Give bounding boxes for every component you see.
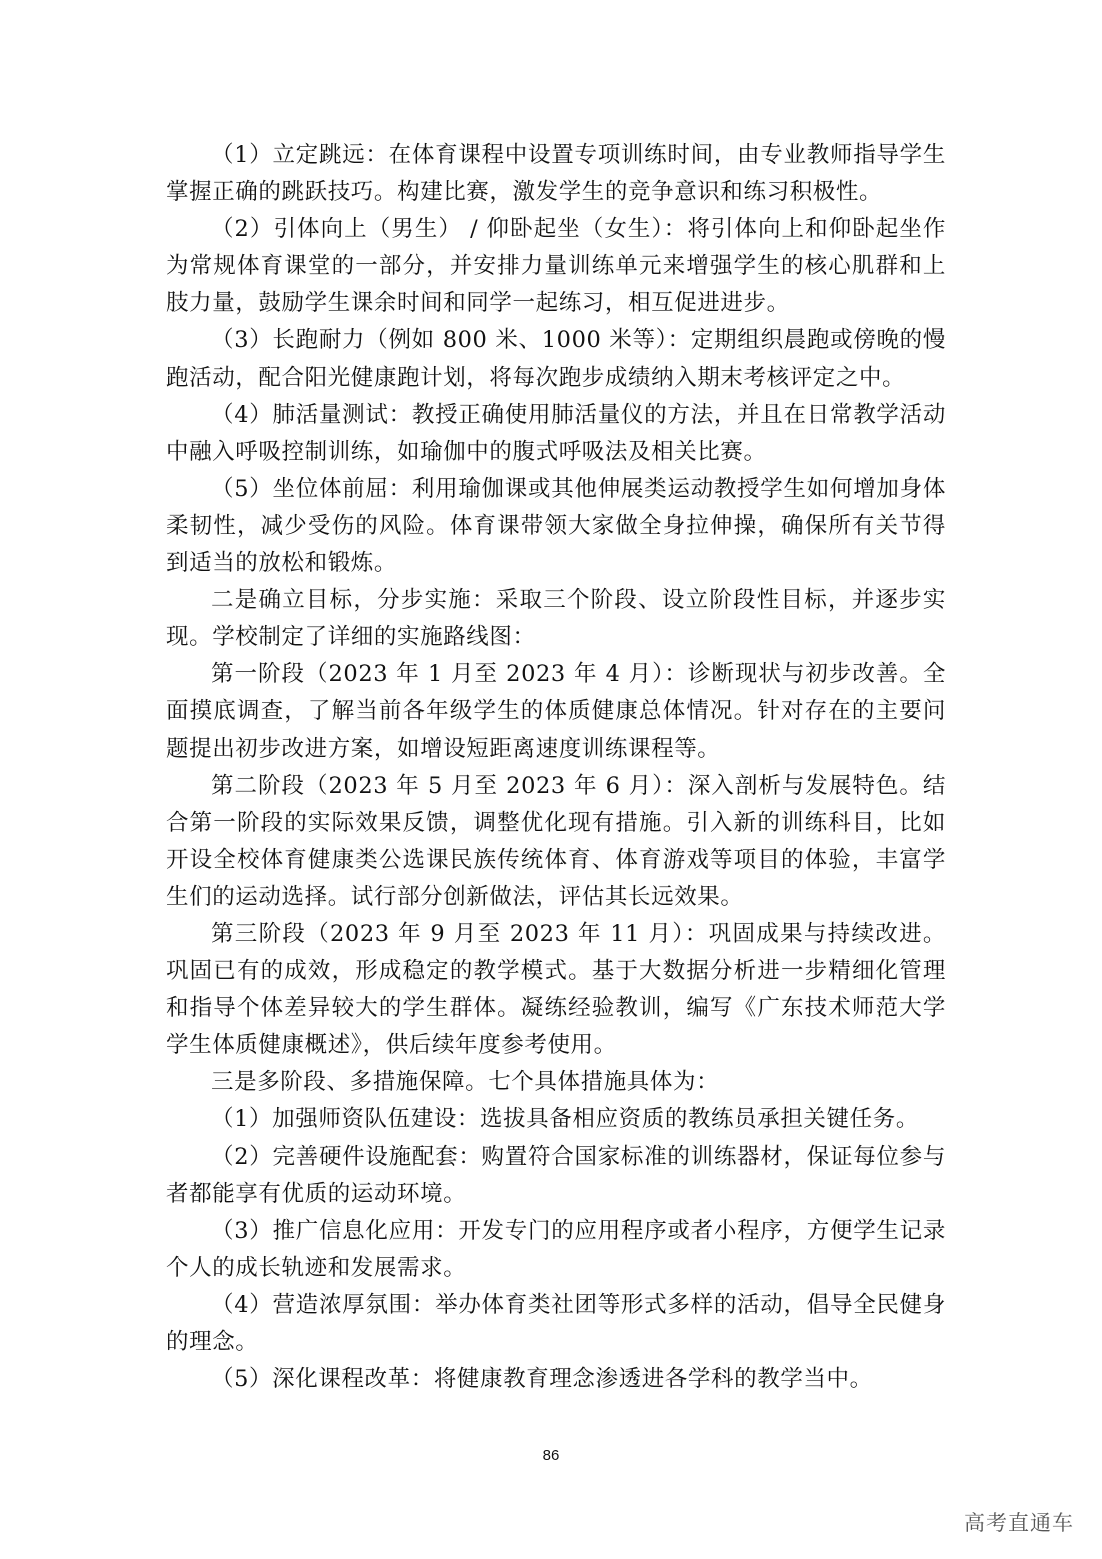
paragraph-long-distance-running: （3）长跑耐力（例如 800 米、1000 米等）：定期组织晨跑或傍晚的慢跑活动，配合阳光健康跑计划，将每次跑步成绩纳入期末考核评定之中。 [166,327,946,391]
paragraph-measure-informatization: （3）推广信息化应用：开发专门的应用程序或者小程序，方便学生记录个人的成长轨迹和发展需求。 [166,1217,946,1281]
paragraph-stage-three: 第三阶段（2023 年 9 月至 2023 年 11 月）：巩固成果与持续改进。巩固已有的成效，形成稳定的教学模式。基于大数据分析进一步精细化管理和指导个体差异较大的学生群体。凝练经验教训，编写《广东技术师范大学学生体质健康概述》，供后续年度参考使用。 [166,920,946,1059]
paragraph-lung-capacity: （4）肺活量测试：教授正确使用肺活量仪的方法，并且在日常教学活动中融入呼吸控制训练，如瑜伽中的腹式呼吸法及相关比赛。 [166,401,946,465]
paragraph-measure-staff: （1）加强师资队伍建设：选拔具备相应资质的教练员承担关键任务。 [211,1106,919,1133]
watermark-text: 高考直通车 [964,1511,1074,1535]
page-number: 86 [542,1447,560,1464]
paragraph-pull-ups-sit-ups: （2）引体向上（男生） / 仰卧起坐（女生）：将引体向上和仰卧起坐作为常规体育课堂的一部分，并安排力量训练单元来增强学生的核心肌群和上肢力量，鼓励学生课余时间和同学一起练习，相互促进进步。 [166,216,946,317]
body-text [166,137,946,1398]
paragraph-goals-intro: 二是确立目标，分步实施：采取三个阶段、设立阶段性目标，并逐步实现。学校制定了详细的实施路线图： [166,587,946,651]
paragraph-measures-intro: 三是多阶段、多措施保障。七个具体措施具体为： [211,1069,720,1096]
paragraph-sit-and-reach: （5）坐位体前屈：利用瑜伽课或其他伸展类运动教授学生如何增加身体柔韧性，减少受伤的风险。体育课带领大家做全身拉伸操，确保所有关节得到适当的放松和锻炼。 [166,475,946,577]
paragraph-measure-atmosphere: （4）营造浓厚氛围：举办体育类社团等形式多样的活动，倡导全民健身的理念。 [166,1291,946,1355]
paragraph-standing-long-jump: （1）立定跳远：在体育课程中设置专项训练时间，由专业教师指导学生掌握正确的跳跃技巧。构建比赛，激发学生的竞争意识和练习积极性。 [166,142,946,206]
paragraph-stage-one: 第一阶段（2023 年 1 月至 2023 年 4 月）：诊断现状与初步改善。全面摸底调查，了解当前各年级学生的体质健康总体情况。针对存在的主要问题提出初步改进方案，如增设短距离速度训练课程等。 [166,661,946,762]
paragraph-stage-two: 第二阶段（2023 年 5 月至 2023 年 6 月）：深入剖析与发展特色。结合第一阶段的实际效果反馈，调整优化现有措施。引入新的训练科目，比如开设全校体育健康类公选课民族传统体育、体育游戏等项目的体验，丰富学生们的运动选择。试行部分创新做法，评估其长远效果。 [166,772,946,910]
paragraph-measure-curriculum: （5）深化课程改革：将健康教育理念渗透进各学科的教学当中。 [211,1366,873,1393]
paragraph-measure-facilities: （2）完善硬件设施配套：购置符合国家标准的训练器材，保证每位参与者都能享有优质的运动环境。 [166,1143,946,1207]
